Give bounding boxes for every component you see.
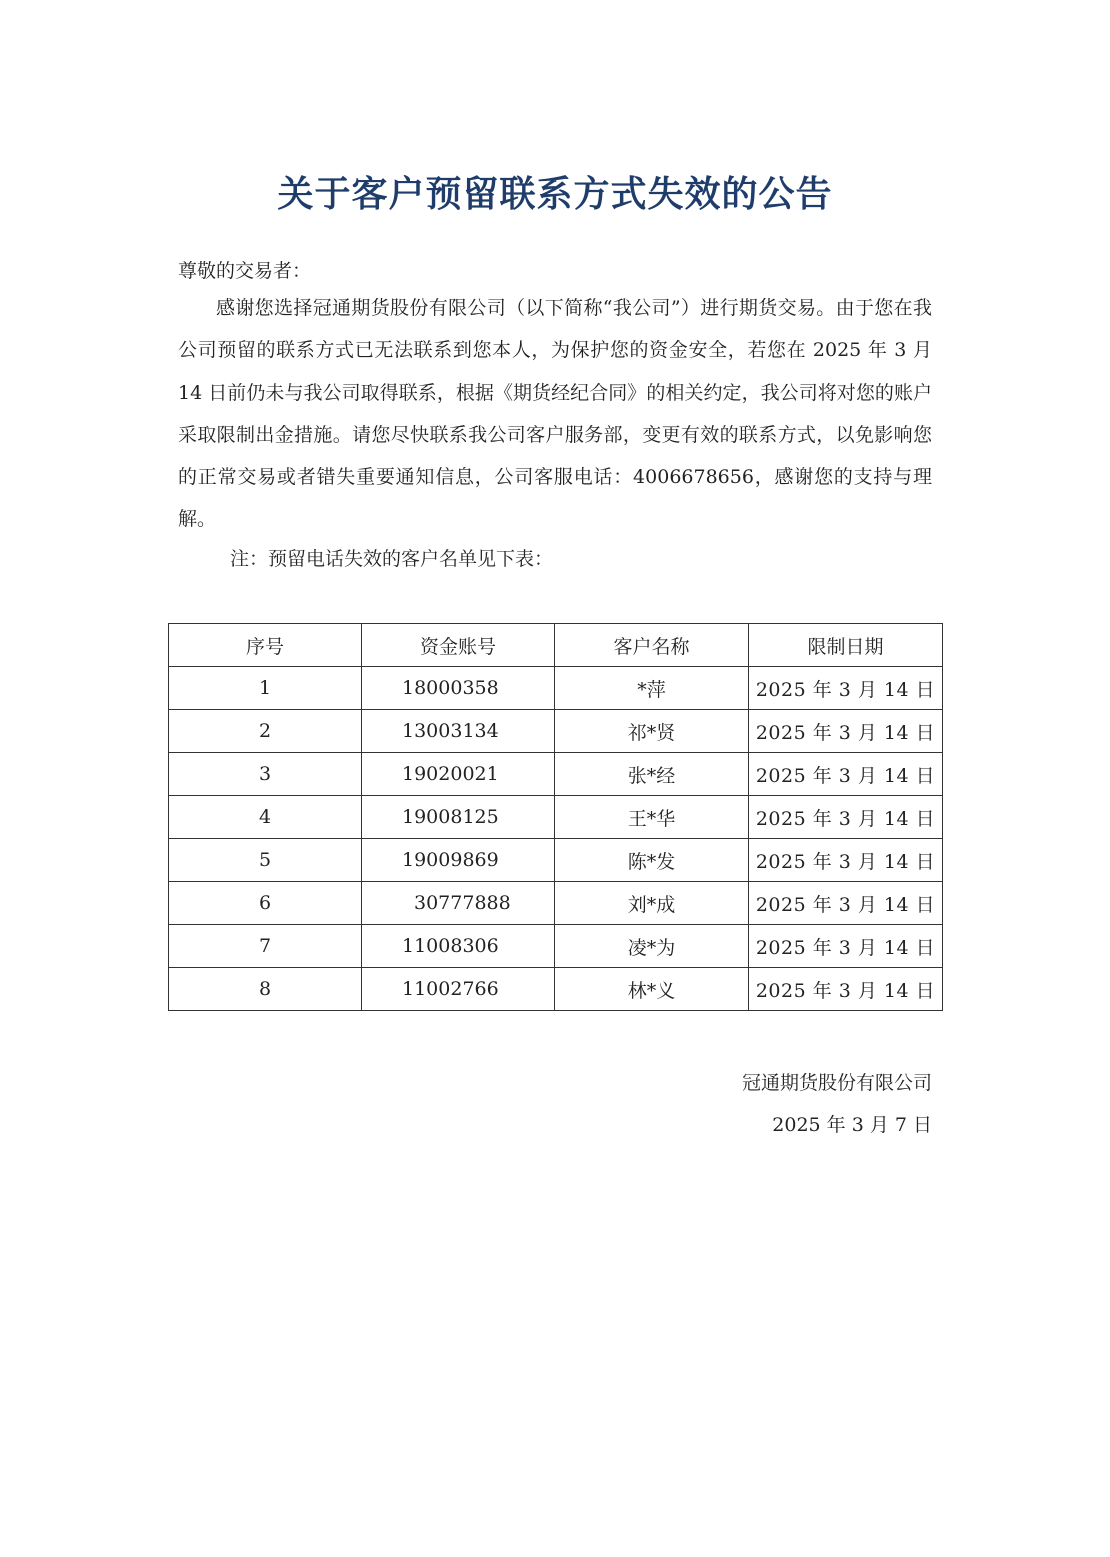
cell-name: 刘*成 — [555, 882, 749, 925]
cell-date: 2025 年 3 月 14 日 — [749, 710, 943, 753]
cell-index: 7 — [169, 925, 362, 968]
cell-account: 19009869 — [362, 839, 555, 882]
signature-company: 冠通期货股份有限公司 — [741, 1072, 932, 1094]
header-date: 限制日期 — [749, 624, 943, 667]
cell-date: 2025 年 3 月 14 日 — [749, 882, 943, 925]
header-account: 资金账号 — [362, 624, 555, 667]
cell-date: 2025 年 3 月 14 日 — [749, 796, 943, 839]
greeting: 尊敬的交易者： — [178, 260, 312, 282]
cell-account: 11002766 — [362, 968, 555, 1011]
table-row — [169, 882, 943, 925]
cell-index: 1 — [169, 667, 362, 710]
table-row — [169, 710, 943, 753]
header-index: 序号 — [169, 624, 362, 667]
table-row — [169, 839, 943, 882]
cell-account: 13003134 — [362, 710, 555, 753]
cell-index: 4 — [169, 796, 362, 839]
table-row — [169, 925, 943, 968]
table-row — [169, 968, 943, 1011]
table-row — [169, 667, 943, 710]
table-header-row — [169, 624, 943, 667]
cell-date: 2025 年 3 月 14 日 — [749, 667, 943, 710]
cell-date: 2025 年 3 月 14 日 — [749, 925, 943, 968]
cell-date: 2025 年 3 月 14 日 — [749, 968, 943, 1011]
cell-account: 11008306 — [362, 925, 555, 968]
cell-name: 王*华 — [555, 796, 749, 839]
cell-name: 林*义 — [555, 968, 749, 1011]
cell-date: 2025 年 3 月 14 日 — [749, 839, 943, 882]
customer-table — [168, 623, 943, 1011]
cell-account: 30777888 — [362, 882, 555, 925]
cell-name: 凌*为 — [555, 925, 749, 968]
page-title: 关于客户预留联系方式失效的公告 — [277, 174, 833, 215]
cell-account: 19020021 — [362, 753, 555, 796]
cell-index: 8 — [169, 968, 362, 1011]
table-row — [169, 753, 943, 796]
body-text — [178, 287, 932, 541]
table-note: 注：预留电话失效的客户名单见下表： — [230, 548, 554, 570]
cell-index: 6 — [169, 882, 362, 925]
signature-date: 2025 年 3 月 7 日 — [772, 1114, 932, 1136]
body-paragraph: 感谢您选择冠通期货股份有限公司（以下简称“我公司”）进行期货交易。由于您在我公司预留的联系方式已无法联系到您本人，为保护您的资金安全，若您在 2025 年 3 月 14 日前仍未与我公司取得联系，根据《期货经纪合同》的相关约定，我公司将对您的账户采取限制出金措施。请您尽快联系我公司客户服务部，变更有效的联系方式，以免影响您的正常交易或者错失重要通知信息，公司客服电话：4006678656，感谢您的支持与理解。 — [178, 297, 932, 531]
cell-name: 张*经 — [555, 753, 749, 796]
cell-index: 3 — [169, 753, 362, 796]
cell-name: *萍 — [555, 667, 749, 710]
cell-index: 5 — [169, 839, 362, 882]
cell-index: 2 — [169, 710, 362, 753]
cell-account: 18000358 — [362, 667, 555, 710]
table-row — [169, 796, 943, 839]
header-name: 客户名称 — [555, 624, 749, 667]
cell-date: 2025 年 3 月 14 日 — [749, 753, 943, 796]
cell-name: 祁*贤 — [555, 710, 749, 753]
cell-name: 陈*发 — [555, 839, 749, 882]
signature-block — [742, 1062, 932, 1146]
cell-account: 19008125 — [362, 796, 555, 839]
